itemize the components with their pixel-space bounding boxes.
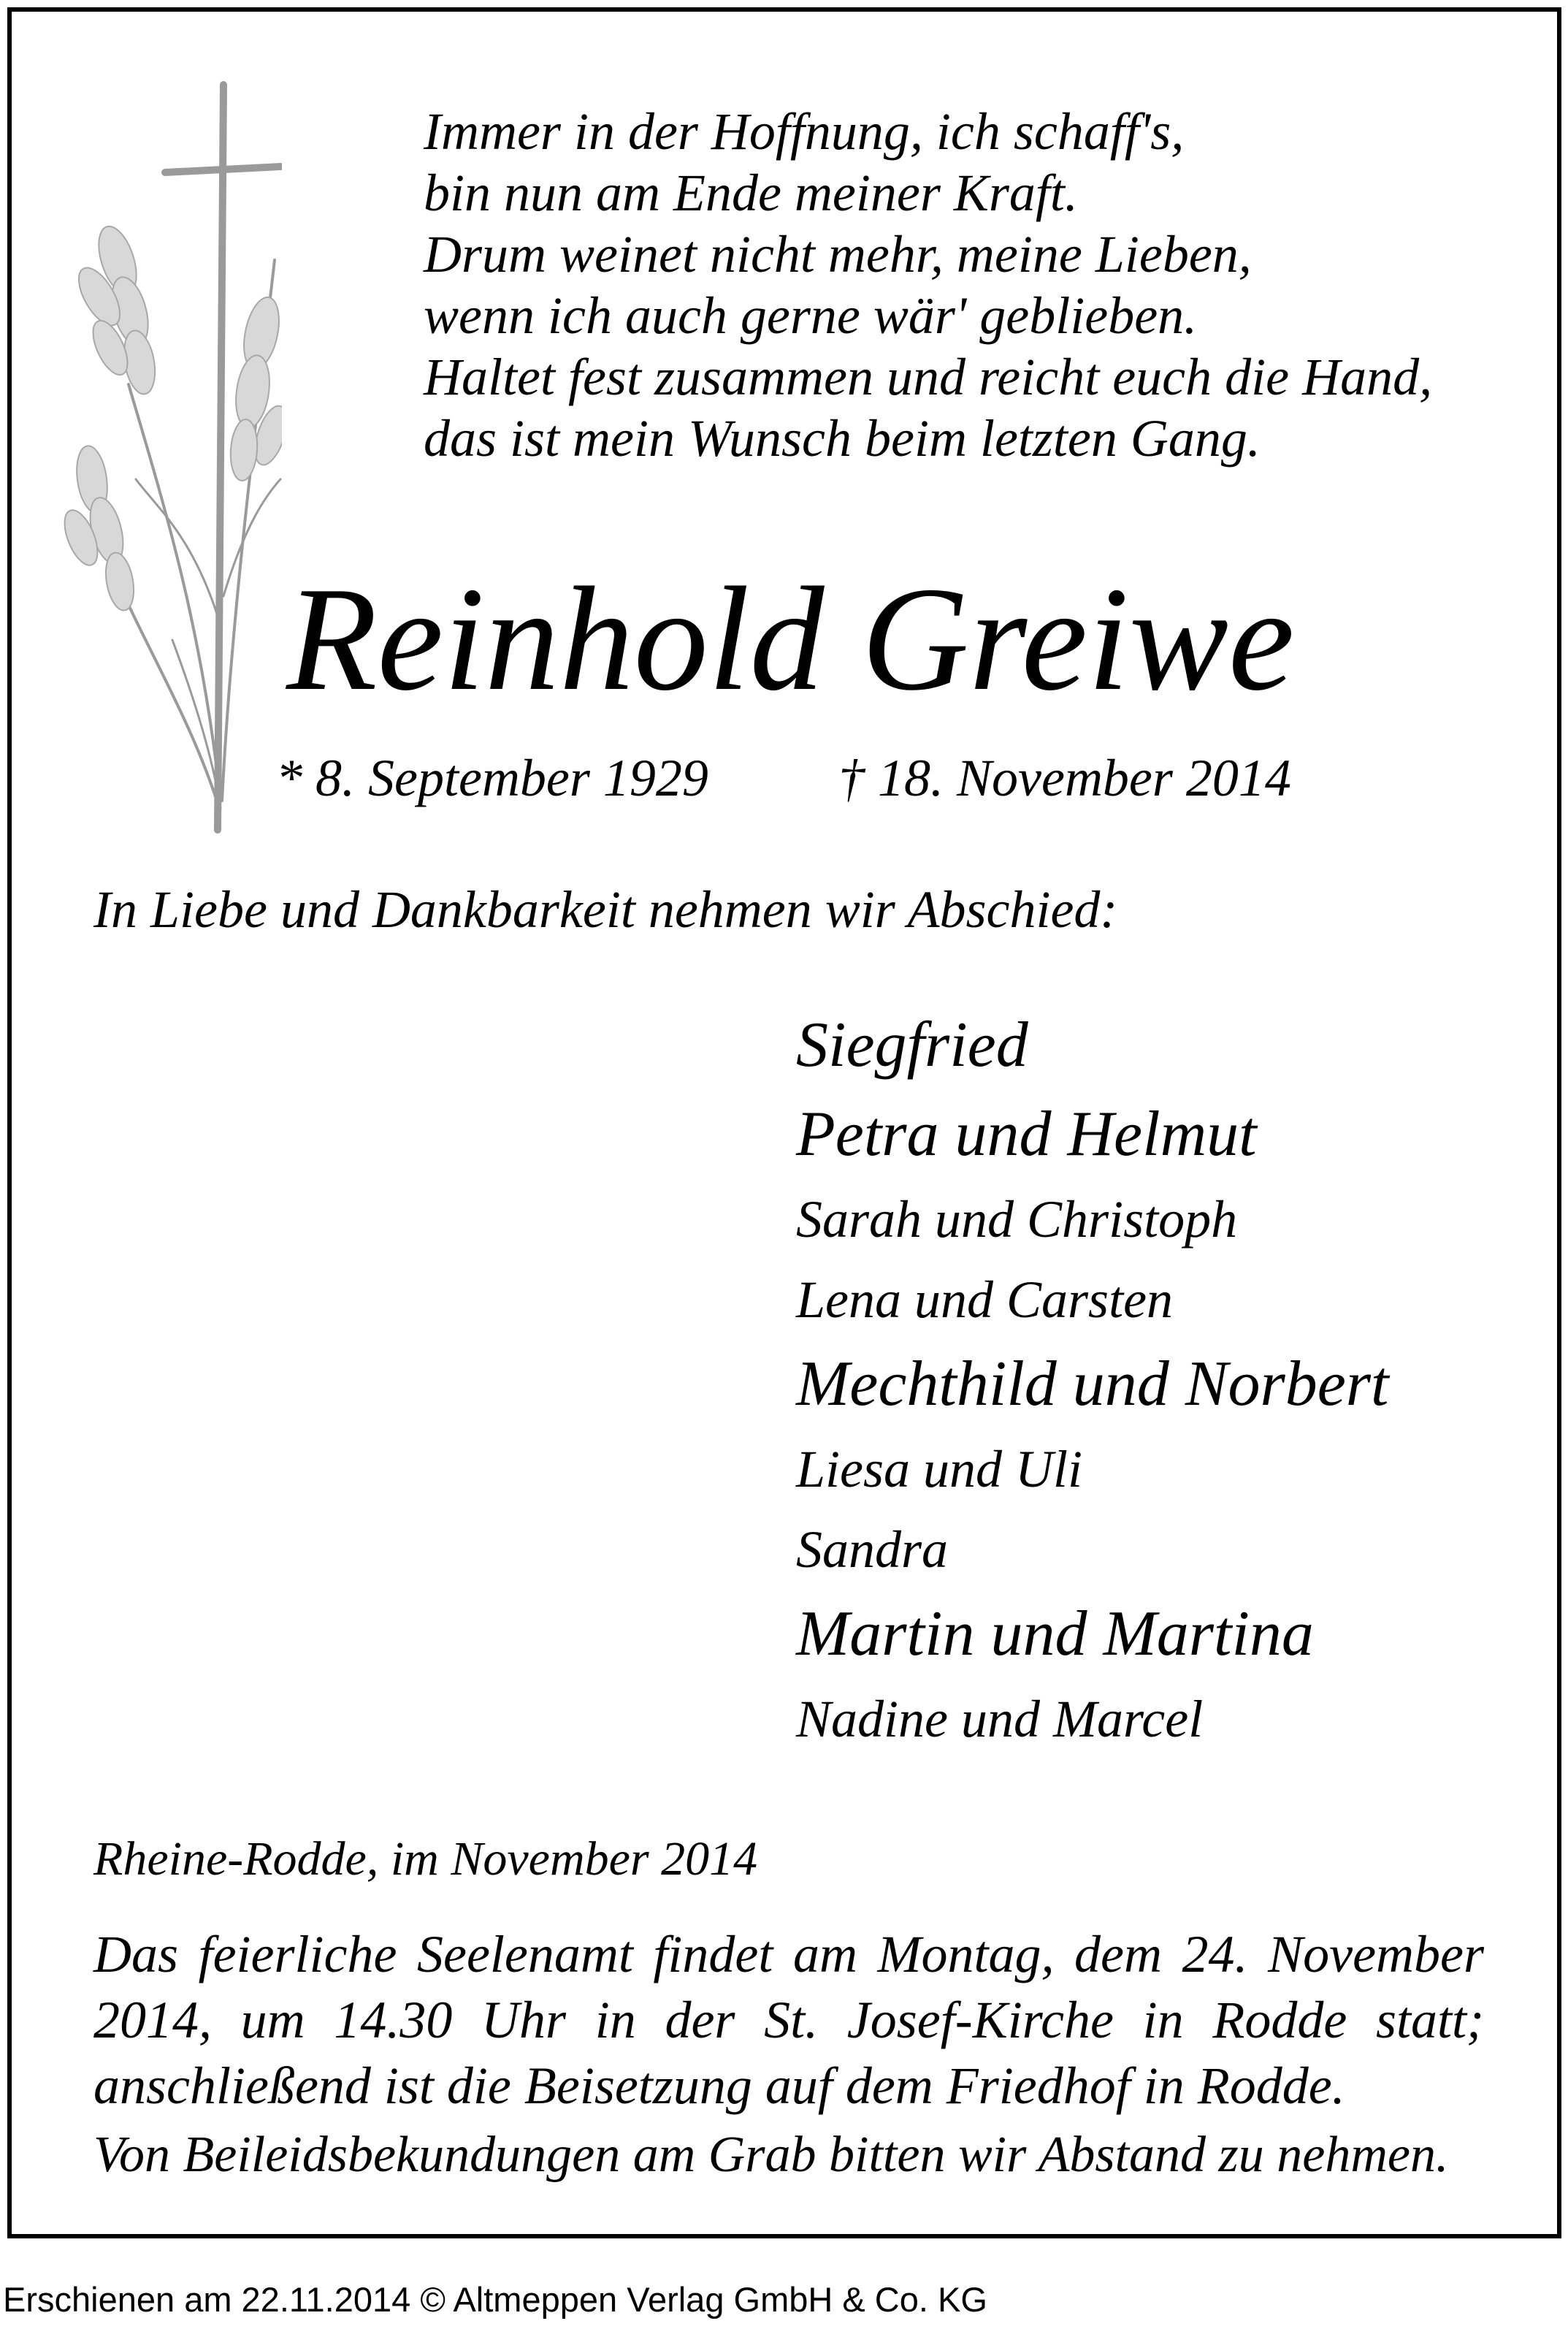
mourner-name: Petra und Helmut	[796, 1099, 1257, 1170]
death-date: † 18. November 2014	[838, 749, 1291, 807]
poem	[424, 101, 1432, 469]
birth-date: * 8. September 1929	[276, 749, 708, 807]
mourner-name: Mechthild und Norbert	[796, 1349, 1389, 1419]
condolence-note: Von Beileidsbekundungen am Grab bitten wir Abstand zu nehmen.	[93, 2127, 1449, 2183]
service-info	[93, 1921, 1484, 2119]
poem-line: wenn ich auch gerne wär' geblieben.	[424, 286, 1198, 345]
mourner-name: Sarah und Christoph	[796, 1190, 1238, 1249]
farewell-text: In Liebe und Dankbarkeit nehmen wir Abschied:	[93, 880, 1118, 939]
mourner-name: Lena und Carsten	[796, 1270, 1174, 1329]
place-date: Rheine-Rodde, im November 2014	[93, 1832, 758, 1886]
mourner-name: Liesa und Uli	[796, 1440, 1083, 1498]
deceased-name: Reinhold Greiwe	[286, 557, 1295, 722]
mourner-name: Nadine und Marcel	[796, 1690, 1204, 1748]
poem-line: das ist mein Wunsch beim letzten Gang.	[424, 409, 1261, 468]
service-line: anschließend ist die Beisetzung auf dem Friedhof in Rodde.	[93, 2057, 1345, 2115]
poem-line: Haltet fest zusammen und reicht euch die Hand,	[424, 348, 1433, 406]
service-line: 2014, um 14.30 Uhr in der St. Josef-Kirche in Rodde statt;	[93, 1991, 1484, 2049]
poem-line: bin nun am Ende meiner Kraft.	[424, 164, 1078, 222]
service-line: Das feierliche Seelenamt findet am Montag, dem 24. November	[93, 1925, 1484, 1983]
mourners-list	[796, 1001, 1388, 1759]
publication-footer: Erschienen am 22.11.2014 © Altmeppen Verlag GmbH & Co. KG	[3, 2280, 987, 2319]
poem-line: Drum weinet nicht mehr, meine Lieben,	[424, 225, 1252, 283]
mourner-name: Siegfried	[796, 1010, 1028, 1080]
mourner-name: Martin und Martina	[796, 1598, 1314, 1669]
mourner-name: Sandra	[796, 1520, 949, 1579]
cross-with-wheat-icon	[48, 70, 282, 845]
poem-line: Immer in der Hoffnung, ich schaff's,	[424, 102, 1185, 161]
